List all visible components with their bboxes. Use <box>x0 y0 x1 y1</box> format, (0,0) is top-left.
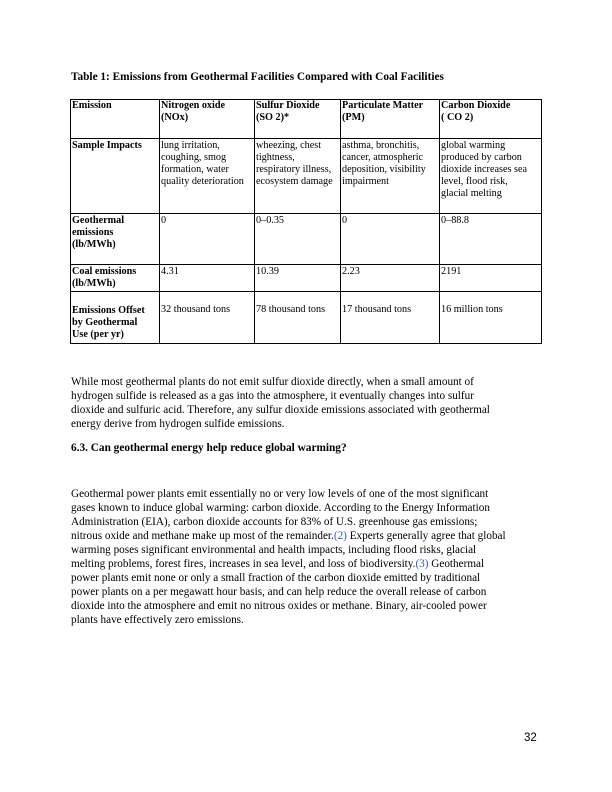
cell-text: wheezing, chest <box>256 140 322 151</box>
cell-text: lung irritation, <box>161 140 220 151</box>
header-cell <box>255 100 341 139</box>
text-line: Administration (EIA), carbon dioxide accounts for 83% of U.S. greenhouse gas emissions; <box>71 516 478 528</box>
header-cell <box>341 100 440 139</box>
header-text: Nitrogen oxide <box>161 100 226 111</box>
table-cell <box>440 265 542 292</box>
row-label-text: emissions <box>72 227 114 238</box>
text-line: hydrogen sulfide is released as a gas into the atmosphere, it eventually changes into sulfur <box>71 390 474 402</box>
header-text: Particulate Matter <box>342 100 424 111</box>
text-line: Geothermal power plants emit essentially no or very low levels of one of the most significant <box>71 488 489 500</box>
table-cell <box>440 139 542 214</box>
table-row <box>71 292 542 344</box>
header-text: (PM) <box>342 112 365 123</box>
cell-text: quality deterioration <box>161 176 244 187</box>
text-line: plants have effectively zero emissions. <box>71 614 244 626</box>
row-label-text: (lb/MWh) <box>72 239 116 250</box>
header-text: (SO 2)* <box>256 112 290 123</box>
reference-link-2[interactable]: (2) <box>333 530 347 542</box>
cell-text: global warming <box>441 140 506 151</box>
table-row <box>71 139 542 214</box>
table-cell <box>341 265 440 292</box>
table-cell <box>160 265 255 292</box>
table-row <box>71 214 542 265</box>
header-text: Sulfur Dioxide <box>256 100 320 111</box>
table-cell <box>341 214 440 265</box>
page-number: 32 <box>524 732 537 744</box>
table-row <box>71 265 542 292</box>
section-heading: 6.3. Can geothermal energy help reduce global warming? <box>71 442 347 454</box>
table-caption: Table 1: Emissions from Geothermal Facilities Compared with Coal Facilities <box>71 71 444 83</box>
cell-text: 32 thousand tons <box>161 304 231 315</box>
text-line: power plants emit none or only a small fraction of the carbon dioxide emitted by traditional <box>71 572 481 584</box>
header-cell <box>160 100 255 139</box>
row-label <box>71 292 160 344</box>
cell-text: 78 thousand tons <box>256 304 326 315</box>
cell-text: 2191 <box>441 266 462 277</box>
text-line: nitrous oxide and methane make up most of the remainder. <box>71 530 334 542</box>
row-label-text: Geothermal <box>72 215 125 226</box>
header-cell <box>71 100 160 139</box>
row-label <box>71 214 160 265</box>
cell-text: respiratory illness, <box>256 164 332 175</box>
text-line: Experts generally agree that global <box>346 530 506 542</box>
text-line: dioxide and sulfuric acid. Therefore, any sulfur dioxide emissions associated with geothermal <box>71 404 490 416</box>
header-text: ( CO 2) <box>441 112 474 123</box>
cell-text: 16 million tons <box>441 304 503 315</box>
text-line: power plants on a per megawatt hour basis, and can help reduce the overall release of carbon <box>71 586 487 598</box>
text-line: energy derive from hydrogen sulfide emissions. <box>71 418 285 430</box>
cell-text: cancer, atmospheric <box>342 152 424 163</box>
cell-text: ecosystem damage <box>256 176 333 187</box>
table-cell <box>255 214 341 265</box>
table-cell <box>160 214 255 265</box>
paragraph-global-warming <box>71 487 541 627</box>
header-text: (NOx) <box>161 112 189 123</box>
table-cell <box>440 214 542 265</box>
table-cell <box>255 292 341 344</box>
cell-text: produced by carbon <box>441 152 522 163</box>
row-label <box>71 139 160 214</box>
cell-text: dioxide increases sea <box>441 164 527 175</box>
table-cell <box>160 292 255 344</box>
cell-text: deposition, visibility <box>342 164 426 175</box>
row-label-text: (lb/MWh) <box>72 278 116 289</box>
cell-text: 4.31 <box>161 266 179 277</box>
cell-text: glacial melting <box>441 188 502 199</box>
text-line: Geothermal <box>428 558 485 570</box>
cell-text: 10.39 <box>256 266 279 277</box>
cell-text: asthma, bronchitis, <box>342 140 420 151</box>
cell-text: 0–88.8 <box>441 215 470 226</box>
row-label-text: Sample Impacts <box>72 140 142 151</box>
cell-text: 0–0.35 <box>256 215 285 226</box>
cell-text: tightness, <box>256 152 295 163</box>
cell-text: 2.23 <box>342 266 360 277</box>
table-cell <box>341 139 440 214</box>
row-label-text: Coal emissions <box>72 266 137 277</box>
table-cell <box>255 265 341 292</box>
text-line: gases known to induce global warming: carbon dioxide. According to the Energy Information <box>71 502 490 514</box>
emissions-table <box>70 99 542 344</box>
reference-link-3[interactable]: (3) <box>415 558 429 570</box>
table-cell <box>440 292 542 344</box>
cell-text: level, flood risk, <box>441 176 508 187</box>
table-cell <box>341 292 440 344</box>
row-label-text: Emissions Offset <box>72 305 145 316</box>
header-text: Carbon Dioxide <box>441 100 511 111</box>
text-line: dioxide into the atmosphere and emit no nitrous oxides or methane. Binary, air-cooled power <box>71 600 487 612</box>
text-line: melting problems, forest fires, increases in sea level, and loss of biodiversity. <box>71 558 416 570</box>
table-cell <box>160 139 255 214</box>
text-line: warming poses significant environmental and health impacts, including flood risks, glacial <box>71 544 477 556</box>
table-cell <box>255 139 341 214</box>
cell-text: formation, water <box>161 164 229 175</box>
row-label-text: Use (per yr) <box>72 329 124 340</box>
header-cell <box>440 100 542 139</box>
row-label-text: by Geothermal <box>72 317 138 328</box>
cell-text: 0 <box>342 215 348 226</box>
cell-text: coughing, smog <box>161 152 227 163</box>
cell-text: 0 <box>161 215 167 226</box>
row-label <box>71 265 160 292</box>
text-line: While most geothermal plants do not emit sulfur dioxide directly, when a small amount of <box>71 376 474 388</box>
header-text: Emission <box>72 100 112 111</box>
cell-text: 17 thousand tons <box>342 304 412 315</box>
cell-text: impairment <box>342 176 389 187</box>
table-header-row <box>71 100 542 139</box>
paragraph-sulfur-dioxide <box>71 375 541 431</box>
